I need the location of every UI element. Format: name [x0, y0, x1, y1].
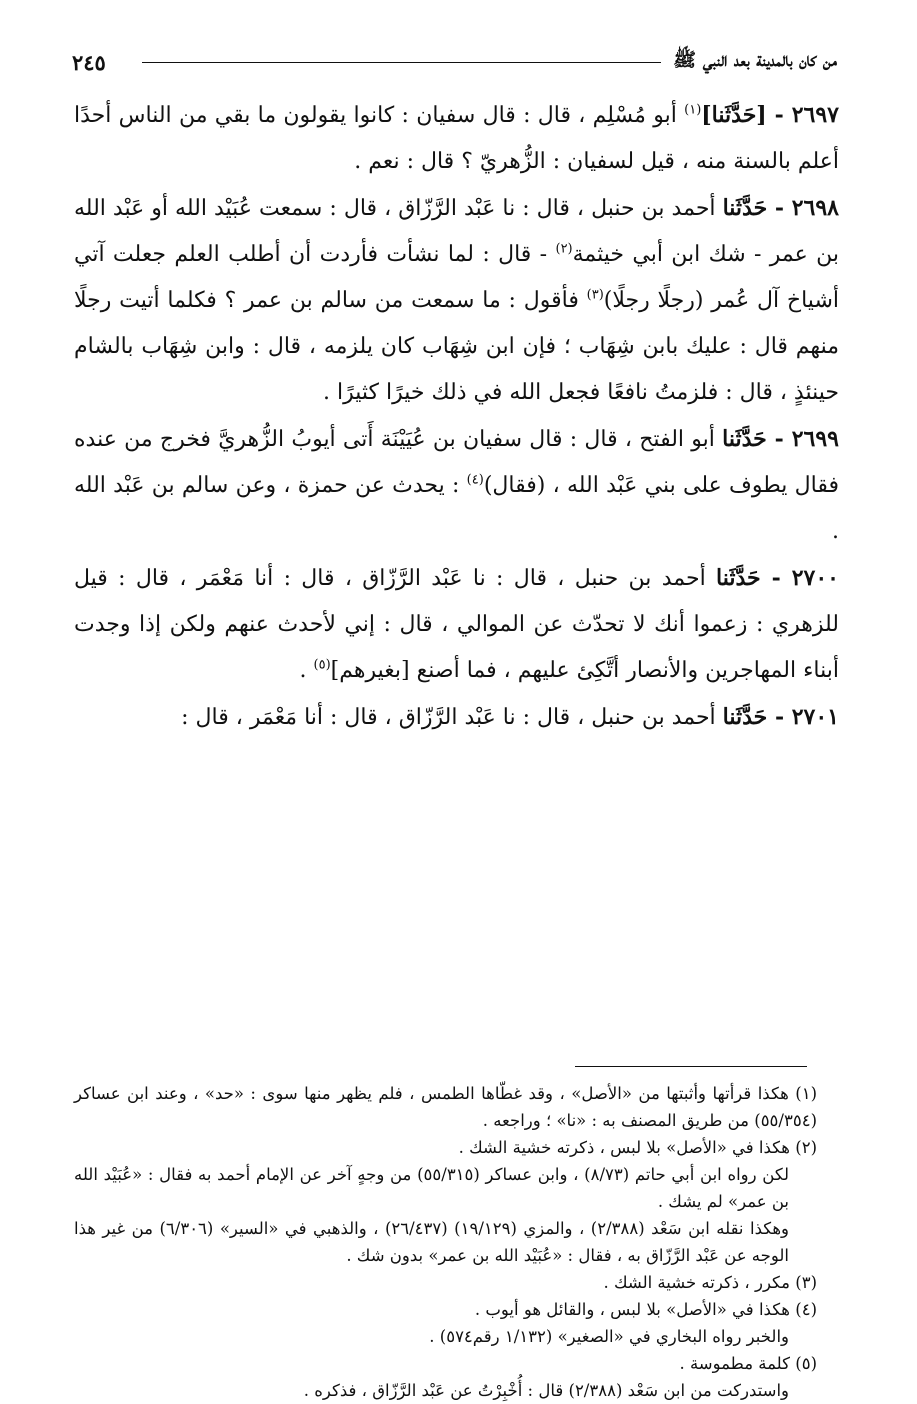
hadith-text: أحمد بن حنبل ، قال : نا عَبْد الرَّزّاق ، قال : سمعت عُبَيْد الله أو عَبْد الله بن عمر - شك ابن أبي خيثمة [74, 196, 840, 267]
footnotes [74, 1080, 817, 1404]
hadith-text: أبو مُسْلِم ، قال : قال سفيان : كانوا يقولون ما بقي من الناس أحدًا أعلم بالسنة منه ، قيل لسفيان : الزُّهريّ ؟ قال : نعم . [74, 103, 839, 174]
footnote-2-note: وهكذا نقله ابن سَعْد (٢/٣٨٨) ، والمزي (١٩/١٢٩) (٢٦/٤٣٧) ، والذهبي في «السير» (٦/٣٠٦) من غير هذا الوجه عن عَبْد الرَّزّاق به ، فقال : «عُبَيْد الله بن عمر» بدون شك . [74, 1219, 790, 1265]
page-header [72, 42, 837, 82]
hadith-number: ٢٧٠٠ - حَدَّثَنا [716, 565, 839, 591]
footnote-4: (٤) هكذا في «الأصل» بلا لبس ، والقائل هو أيوب . [474, 1300, 817, 1319]
main-text [74, 92, 839, 741]
footnote-2-note: لكن رواه ابن أبي حاتم (٨/٧٣) ، وابن عساكر (٥٥/٣١٥) من وجهٍ آخر عن الإمام أحمد به فقال : «عُبَيْد الله بن عمر» لم يشك . [74, 1165, 790, 1211]
hadith-text: - قال : لما نشأت فأردت أن أطلب العلم جعلت آتي أشياخ آل عُمر (رجلًا رجلًا) [74, 242, 839, 313]
footnote-4-note: والخبر رواه البخاري في «الصغير» (١/١٣٢ رقم٥٧٤) . [429, 1327, 789, 1346]
hadith-text: أحمد بن حنبل ، قال : نا عَبْد الرَّزّاق ، قال : أنا مَعْمَر ، قال : [181, 705, 716, 730]
hadith-number: ٢٧٠١ - حَدَّثَنا [722, 704, 839, 730]
running-title: من كان بالمدينة بعد النبي ﷺ [673, 49, 837, 71]
hadith-number: ٢٦٩٧ - [حَدَّثَنا] [701, 102, 839, 128]
hadith-2697 [74, 92, 839, 185]
footnote-ref: (٥) [313, 657, 331, 673]
hadith-text: . [299, 658, 307, 683]
hadith-2701 [74, 694, 839, 741]
hadith-number: ٢٦٩٩ - حَدَّثَنا [722, 426, 839, 452]
footnote-ref: (٢) [555, 241, 573, 257]
footnote-ref: (٣) [586, 287, 604, 303]
hadith-text: أبو الفتح ، قال : قال سفيان بن عُيَيْنَة أَتى أيوبُ الزُّهريَّ فخرج من عنده فقال يطوف على بني عَبْد الله ، (فقال) [74, 427, 839, 498]
footnote-5: (٥) كلمة مطموسة . [679, 1354, 817, 1373]
hadith-2698 [74, 185, 839, 416]
hadith-text: : يحدث عن حمزة ، وعن سالم بن عَبْد الله . [74, 473, 839, 544]
hadith-2699 [74, 416, 839, 555]
footnote-2: (٢) هكذا في «الأصل» بلا لبس ، ذكرته خشية الشك . [458, 1138, 817, 1157]
hadith-text: فأقول : ما سمعت من سالم بن عمر ؟ فكلما أتيت رجلًا منهم قال : عليك بابن شِهَاب ؛ فإن ابن شِهَاب كان يلزمه ، قال : وابن شِهَاب بالشام حينئذٍ ، قال : فلزمتُ نافعًا فجعل الله في ذلك خيرًا كثيرًا . [74, 288, 839, 405]
header-rule [142, 62, 661, 63]
footnote-ref: (٤) [466, 472, 484, 488]
footnote-3: (٣) مكرر ، ذكرته خشية الشك . [603, 1273, 817, 1292]
footnote-ref: (١) [684, 102, 702, 118]
footnote-separator [575, 1066, 807, 1067]
page-number: ٢٤٥ [72, 49, 106, 75]
hadith-number: ٢٦٩٨ - حَدَّثَنا [722, 195, 839, 221]
footnote-1: (١) هكذا قرأتها وأثبتها من «الأصل» ، وقد غطّاها الطمس ، فلم يظهر منها سوى : «حد» ، وعند ابن عساكر (٥٥/٣٥٤) من طريق المصنف به : «نا» ؛ وراجعه . [74, 1084, 817, 1130]
hadith-2700 [74, 555, 839, 694]
footnote-5-note: واستدركت من ابن سَعْد (٢/٣٨٨) قال : أُخْبِرْتُ عن عَبْد الرَّزّاق ، فذكره . [303, 1381, 789, 1400]
hadith-text: أحمد بن حنبل ، قال : نا عَبْد الرَّزّاق ، قال : أنا مَعْمَر ، قال : قيل للزهري : زعموا أنك لا تحدّث عن الموالي ، قال : إني لأحدث عنهم ولكن إذا وجدت أبناء المهاجرين والأنصار أتَّكِئ عليهم ، فما أصنع [بغيرهم] [74, 566, 839, 683]
